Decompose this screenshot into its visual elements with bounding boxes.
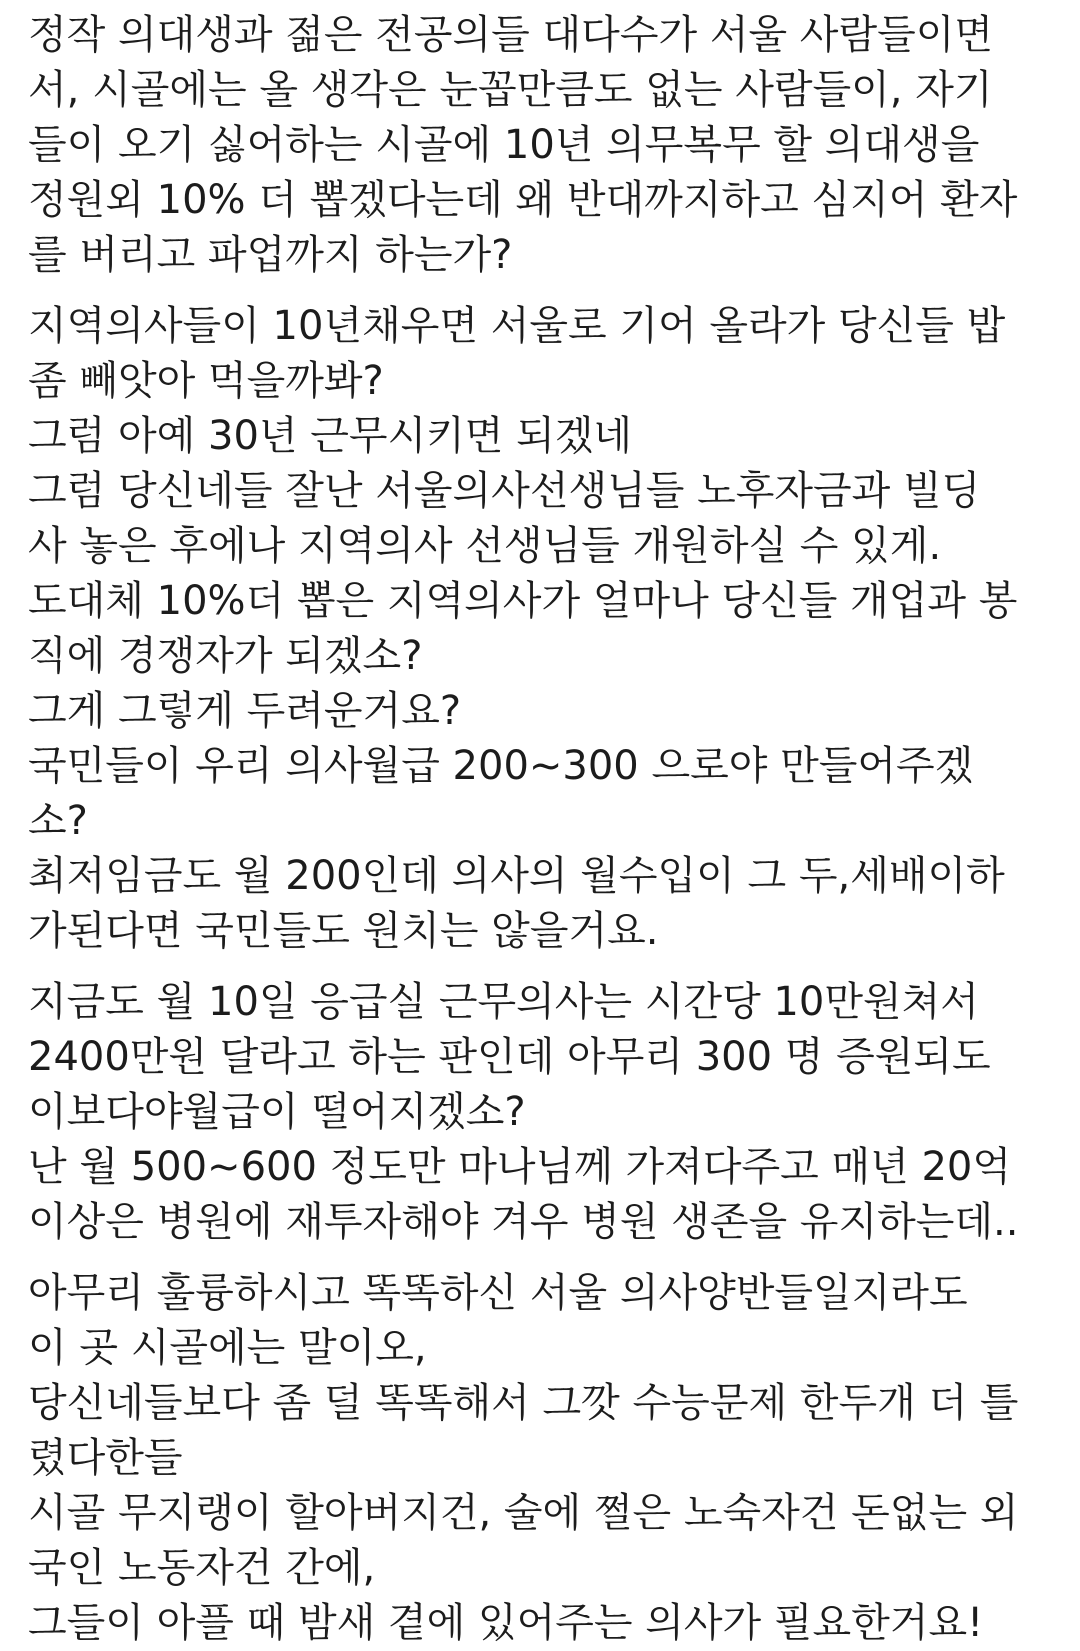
text-line: 가된다면 국민들도 원치는 않을거요. bbox=[28, 908, 659, 954]
paragraph-2 bbox=[28, 299, 1056, 959]
text-line: 난 월 500~600 정도만 마나님께 가져다주고 매년 20억 bbox=[28, 1144, 1011, 1190]
text-line: 서, 시골에는 올 생각은 눈꼽만큼도 없는 사람들이, 자기 bbox=[28, 67, 993, 113]
text-line: 좀 빼앗아 먹을까봐? bbox=[28, 358, 384, 404]
text-line: 직에 경쟁자가 되겠소? bbox=[28, 633, 423, 679]
text-line: 소? bbox=[28, 798, 88, 844]
text-line: 시골 무지랭이 할아버지건, 술에 쩔은 노숙자건 돈없는 외 bbox=[28, 1490, 1019, 1536]
text-line: 국인 노동자건 간에, bbox=[28, 1545, 376, 1591]
text-line: 이상은 병원에 재투자해야 겨우 병원 생존을 유지하는데.. bbox=[28, 1199, 1019, 1245]
text-line: 아무리 훌륭하시고 똑똑하신 서울 의사양반들일지라도 bbox=[28, 1270, 968, 1316]
text-line: 지금도 월 10일 응급실 근무의사는 시간당 10만원쳐서 bbox=[28, 979, 979, 1025]
text-line: 당신네들보다 좀 덜 똑똑해서 그깟 수능문제 한두개 더 틀 bbox=[28, 1380, 1019, 1426]
text-line: 최저임금도 월 200인데 의사의 월수입이 그 두,세배이하 bbox=[28, 853, 1005, 899]
text-line: 지역의사들이 10년채우면 서울로 기어 올라가 당신들 밥 bbox=[28, 303, 1006, 349]
text-line: 국민들이 우리 의사월급 200~300 으로야 만들어주겠 bbox=[28, 743, 974, 789]
text-line: 그게 그렇게 두려운거요? bbox=[28, 688, 462, 734]
text-line: 그들이 아플 때 밤새 곁에 있어주는 의사가 필요한거요! bbox=[28, 1600, 984, 1646]
text-line: 이보다야월급이 떨어지겠소? bbox=[28, 1089, 526, 1135]
text-line: 를 버리고 파업까지 하는가? bbox=[28, 232, 513, 278]
text-line: 정작 의대생과 젊은 전공의들 대다수가 서울 사람들이면 bbox=[28, 12, 994, 58]
text-line: 이 곳 시골에는 말이오, bbox=[28, 1325, 427, 1371]
paragraph-3 bbox=[28, 975, 1056, 1250]
paragraph-1 bbox=[28, 8, 1056, 283]
text-line: 도대체 10%더 뽑은 지역의사가 얼마나 당신들 개업과 봉 bbox=[28, 578, 1018, 624]
text-line: 사 놓은 후에나 지역의사 선생님들 개원하실 수 있게. bbox=[28, 523, 942, 569]
text-line: 정원외 10% 더 뽑겠다는데 왜 반대까지하고 심지어 환자 bbox=[28, 177, 1018, 223]
paragraph-4 bbox=[28, 1266, 1056, 1651]
text-line: 그럼 아예 30년 근무시키면 되겠네 bbox=[28, 413, 633, 459]
text-line: 들이 오기 싫어하는 시골에 10년 의무복무 할 의대생을 bbox=[28, 122, 980, 168]
text-line: 렸다한들 bbox=[28, 1435, 183, 1481]
text-line: 2400만원 달라고 하는 판인데 아무리 300 명 증원되도 bbox=[28, 1034, 991, 1080]
text-line: 그럼 당신네들 잘난 서울의사선생님들 노후자금과 빌딩 bbox=[28, 468, 981, 514]
